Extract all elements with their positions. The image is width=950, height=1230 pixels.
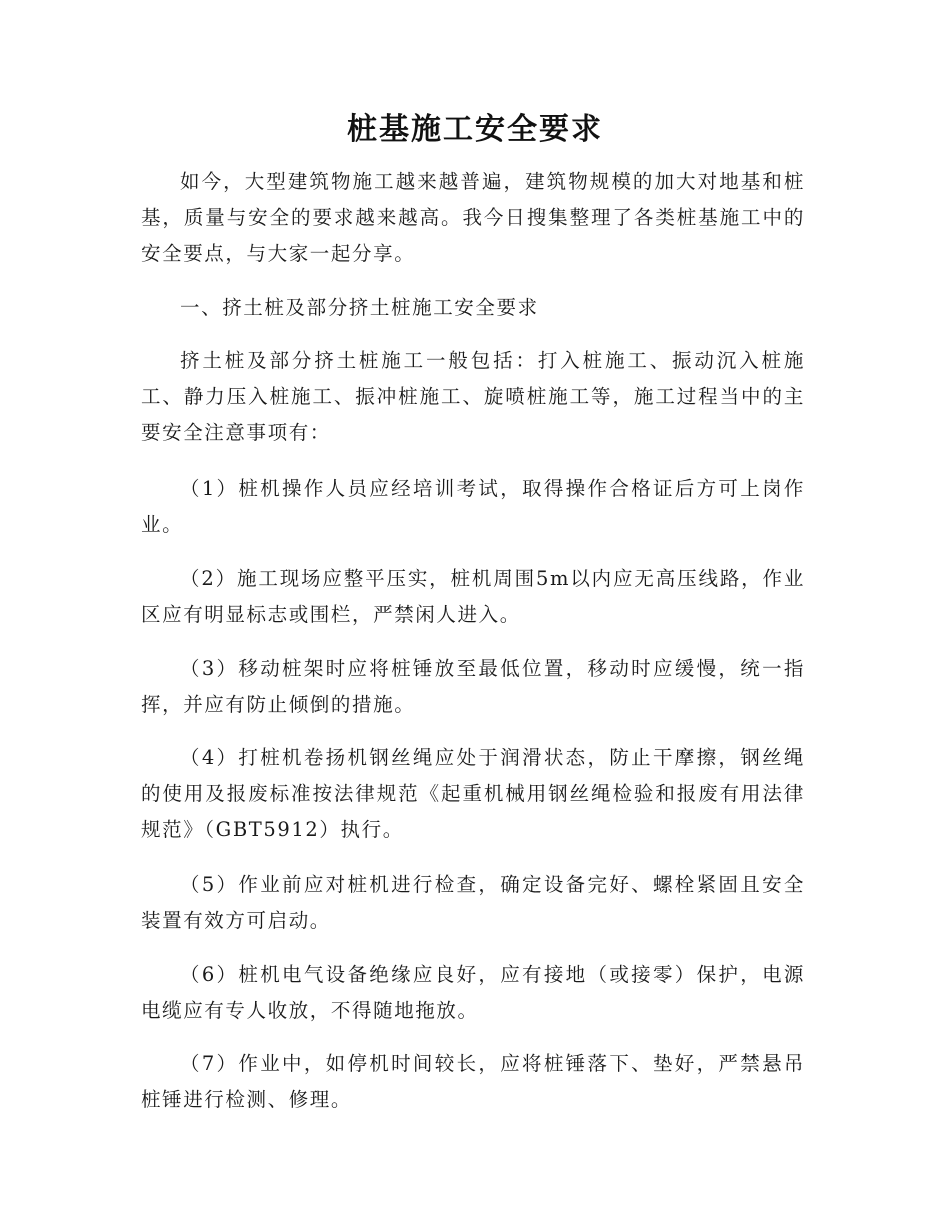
list-item-text: （5）作业前应对桩机进行检查，确定设备完好、螺栓紧固且安全装置有效方可启动。: [141, 873, 805, 932]
section-heading-text: 一、挤土桩及部分挤土桩施工安全要求: [180, 296, 539, 319]
list-item-2: [141, 561, 805, 633]
list-item-3: [141, 651, 805, 723]
list-item-text: （4）打桩机卷扬机钢丝绳应处于润滑状态，防止干摩擦，钢丝绳的使用及报废标准按法律规范《起重机械用钢丝绳检验和报废有用法律规范》（GBT5912）执行。: [141, 746, 805, 841]
list-item-5: [141, 867, 805, 939]
list-item-text: （3）移动桩架时应将桩锤放至最低位置，移动时应缓慢，统一指挥，并应有防止倾倒的措施。: [141, 657, 805, 716]
list-item-6: [141, 957, 805, 1029]
document-title: 桩基施工安全要求: [347, 112, 603, 147]
list-item-7: [141, 1046, 805, 1118]
section-heading: [141, 290, 805, 326]
paragraph-intro: [141, 164, 805, 272]
list-item-text: （2）施工现场应整平压实，桩机周围5m以内应无高压线路，作业区应有明显标志或围栏，严禁闲人进入。: [141, 567, 805, 626]
list-item-text: （6）桩机电气设备绝缘应良好，应有接地（或接零）保护，电源电缆应有专人收放，不得随地拖放。: [141, 963, 805, 1022]
list-item-4: [141, 740, 805, 848]
list-item-text: （7）作业中，如停机时间较长，应将桩锤落下、垫好，严禁悬吊桩锤进行检测、修理。: [141, 1052, 805, 1111]
paragraph-text: 如今，大型建筑物施工越来越普遍，建筑物规模的加大对地基和桩基，质量与安全的要求越来越高。我今日搜集整理了各类桩基施工中的安全要点，与大家一起分享。: [141, 170, 805, 265]
paragraph-text: 挤土桩及部分挤土桩施工一般包括：打入桩施工、振动沉入桩施工、静力压入桩施工、振冲桩施工、旋喷桩施工等，施工过程当中的主要安全注意事项有：: [141, 349, 805, 444]
list-item-text: （1）桩机操作人员应经培训考试，取得操作合格证后方可上岗作业。: [141, 477, 805, 536]
list-item-1: [141, 471, 805, 543]
paragraph-overview: [141, 343, 805, 451]
